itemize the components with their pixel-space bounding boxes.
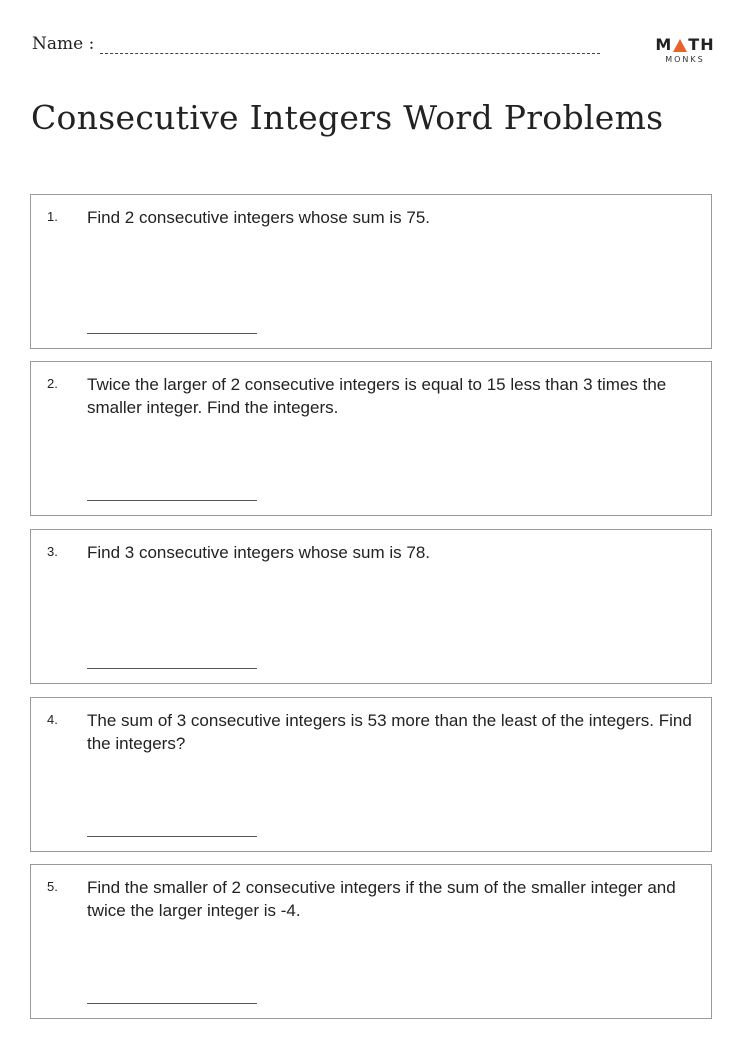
name-field-row — [32, 34, 600, 54]
problem-number: 1. — [47, 209, 58, 224]
problem-box-1 — [30, 194, 712, 349]
answer-line[interactable] — [87, 500, 257, 501]
problem-number: 4. — [47, 712, 58, 727]
problem-text: Find the smaller of 2 consecutive integers if the sum of the smaller integer and twice the larger integer is -4. — [87, 878, 676, 920]
problem-text: Find 3 consecutive integers whose sum is 78. — [87, 543, 431, 562]
logo-text-m: M — [655, 35, 673, 54]
math-monks-logo — [654, 36, 716, 64]
problem-box-4 — [30, 697, 712, 852]
answer-line[interactable] — [87, 668, 257, 669]
name-label: Name : — [32, 34, 95, 54]
logo-text-th: TH — [688, 35, 715, 54]
triangle-icon — [673, 39, 687, 52]
answer-line[interactable] — [87, 836, 257, 837]
problem-text: Find 2 consecutive integers whose sum is 75. — [87, 208, 431, 227]
name-input-line[interactable] — [100, 39, 600, 54]
problem-box-5 — [30, 864, 712, 1019]
problem-number: 3. — [47, 544, 58, 559]
problem-number: 2. — [47, 376, 58, 391]
answer-line[interactable] — [87, 1003, 257, 1004]
problem-number: 5. — [47, 879, 58, 894]
problem-box-3 — [30, 529, 712, 684]
page-title: Consecutive Integers Word Problems — [31, 98, 664, 137]
problem-text: Twice the larger of 2 consecutive integers is equal to 15 less than 3 times the smaller integer. Find the integers. — [87, 375, 667, 417]
answer-line[interactable] — [87, 333, 257, 334]
logo-wordmark — [654, 36, 716, 54]
problem-box-2 — [30, 361, 712, 516]
logo-subtext: MONKS — [665, 55, 705, 64]
problem-text: The sum of 3 consecutive integers is 53 more than the least of the integers. Find the integers? — [87, 711, 692, 753]
